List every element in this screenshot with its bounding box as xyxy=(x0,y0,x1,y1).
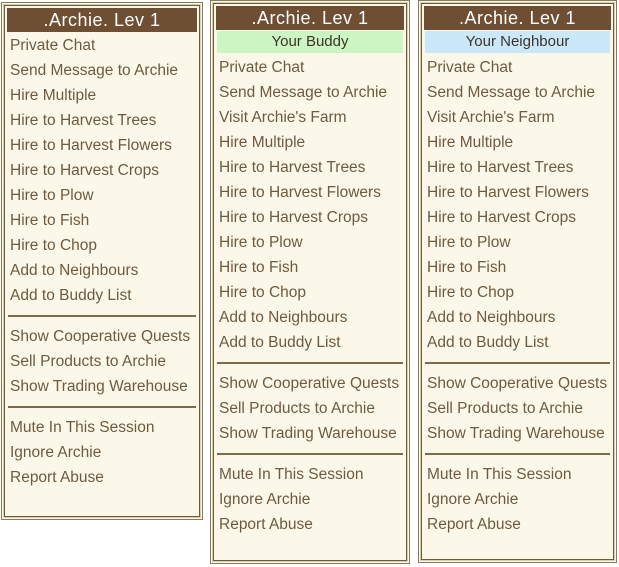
menu-item-hire-harvest-flowers[interactable]: Hire to Harvest Flowers xyxy=(427,184,589,201)
menu-title: .Archie. Lev 1 xyxy=(216,6,404,30)
menu-item-private-chat[interactable]: Private Chat xyxy=(10,37,96,54)
menu-item-add-neighbours[interactable]: Add to Neighbours xyxy=(219,309,348,326)
menu-item-hire-fish[interactable]: Hire to Fish xyxy=(10,212,90,229)
menu-item-sell-products[interactable]: Sell Products to Archie xyxy=(427,400,583,417)
menu-item-hire-harvest-flowers[interactable]: Hire to Harvest Flowers xyxy=(10,137,172,154)
menu-divider xyxy=(8,315,196,317)
menu-item-add-buddy[interactable]: Add to Buddy List xyxy=(427,334,549,351)
context-menu-neighbour xyxy=(421,3,614,560)
menu-item-mute-session[interactable]: Mute In This Session xyxy=(427,466,572,483)
menu-item-trading-warehouse[interactable]: Show Trading Warehouse xyxy=(10,378,188,395)
menu-item-hire-harvest-crops[interactable]: Hire to Harvest Crops xyxy=(219,209,369,226)
menu-group-moderation xyxy=(5,415,199,490)
menu-item-hire-harvest-crops[interactable]: Hire to Harvest Crops xyxy=(10,162,160,179)
menu-item-ignore[interactable]: Ignore Archie xyxy=(427,491,519,508)
menu-item-hire-multiple[interactable]: Hire Multiple xyxy=(219,134,306,151)
menu-item-hire-fish[interactable]: Hire to Fish xyxy=(219,259,299,276)
menu-item-hire-plow[interactable]: Hire to Plow xyxy=(219,234,303,251)
menu-item-private-chat[interactable]: Private Chat xyxy=(219,59,305,76)
relationship-badge: Your Neighbour xyxy=(425,31,610,53)
menu-item-send-message[interactable]: Send Message to Archie xyxy=(219,84,388,101)
menu-item-send-message[interactable]: Send Message to Archie xyxy=(10,62,179,79)
menu-group-moderation xyxy=(214,462,406,537)
menu-item-add-neighbours[interactable]: Add to Neighbours xyxy=(427,309,556,326)
menu-group-actions xyxy=(5,33,199,308)
menu-title: .Archie. Lev 1 xyxy=(424,6,611,30)
menu-item-add-buddy[interactable]: Add to Buddy List xyxy=(10,287,132,304)
menu-item-mute-session[interactable]: Mute In This Session xyxy=(219,466,364,483)
menu-divider xyxy=(8,406,196,408)
menu-title: .Archie. Lev 1 xyxy=(7,8,197,32)
menu-item-hire-multiple[interactable]: Hire Multiple xyxy=(10,87,97,104)
menu-item-hire-harvest-trees[interactable]: Hire to Harvest Trees xyxy=(10,112,157,129)
menu-item-hire-plow[interactable]: Hire to Plow xyxy=(427,234,511,251)
menu-item-hire-harvest-trees[interactable]: Hire to Harvest Trees xyxy=(219,159,366,176)
menu-item-send-message[interactable]: Send Message to Archie xyxy=(427,84,596,101)
menu-item-cooperative-quests[interactable]: Show Cooperative Quests xyxy=(427,375,608,392)
context-menu-buddy xyxy=(213,3,407,561)
context-menu-player xyxy=(4,5,200,517)
menu-group-trade xyxy=(422,371,613,446)
menu-item-add-neighbours[interactable]: Add to Neighbours xyxy=(10,262,139,279)
menu-item-private-chat[interactable]: Private Chat xyxy=(427,59,513,76)
menu-item-ignore[interactable]: Ignore Archie xyxy=(219,491,311,508)
menu-item-report-abuse[interactable]: Report Abuse xyxy=(427,516,521,533)
menu-item-hire-chop[interactable]: Hire to Chop xyxy=(10,237,98,254)
menu-group-trade xyxy=(5,324,199,399)
menu-item-visit-farm[interactable]: Visit Archie's Farm xyxy=(219,109,347,126)
menu-item-hire-harvest-flowers[interactable]: Hire to Harvest Flowers xyxy=(219,184,381,201)
menu-group-trade xyxy=(214,371,406,446)
menu-group-moderation xyxy=(422,462,613,537)
menu-item-hire-fish[interactable]: Hire to Fish xyxy=(427,259,507,276)
menu-item-ignore[interactable]: Ignore Archie xyxy=(10,444,102,461)
menu-item-cooperative-quests[interactable]: Show Cooperative Quests xyxy=(10,328,191,345)
menu-item-add-buddy[interactable]: Add to Buddy List xyxy=(219,334,341,351)
menu-item-sell-products[interactable]: Sell Products to Archie xyxy=(219,400,375,417)
menu-item-report-abuse[interactable]: Report Abuse xyxy=(10,469,104,486)
menu-item-hire-harvest-crops[interactable]: Hire to Harvest Crops xyxy=(427,209,577,226)
menu-divider xyxy=(425,453,610,455)
menu-item-mute-session[interactable]: Mute In This Session xyxy=(10,419,155,436)
menu-group-actions xyxy=(214,55,406,355)
relationship-badge: Your Buddy xyxy=(217,31,403,53)
menu-item-visit-farm[interactable]: Visit Archie's Farm xyxy=(427,109,555,126)
menu-item-trading-warehouse[interactable]: Show Trading Warehouse xyxy=(219,425,397,442)
menu-item-hire-chop[interactable]: Hire to Chop xyxy=(219,284,307,301)
menu-divider xyxy=(425,362,610,364)
menu-group-actions xyxy=(422,55,613,355)
menu-item-report-abuse[interactable]: Report Abuse xyxy=(219,516,313,533)
menu-divider xyxy=(217,453,403,455)
menu-item-cooperative-quests[interactable]: Show Cooperative Quests xyxy=(219,375,400,392)
menu-item-trading-warehouse[interactable]: Show Trading Warehouse xyxy=(427,425,605,442)
menu-item-hire-chop[interactable]: Hire to Chop xyxy=(427,284,515,301)
menu-item-hire-plow[interactable]: Hire to Plow xyxy=(10,187,94,204)
menu-divider xyxy=(217,362,403,364)
menu-item-hire-harvest-trees[interactable]: Hire to Harvest Trees xyxy=(427,159,574,176)
menu-item-hire-multiple[interactable]: Hire Multiple xyxy=(427,134,514,151)
menu-item-sell-products[interactable]: Sell Products to Archie xyxy=(10,353,166,370)
